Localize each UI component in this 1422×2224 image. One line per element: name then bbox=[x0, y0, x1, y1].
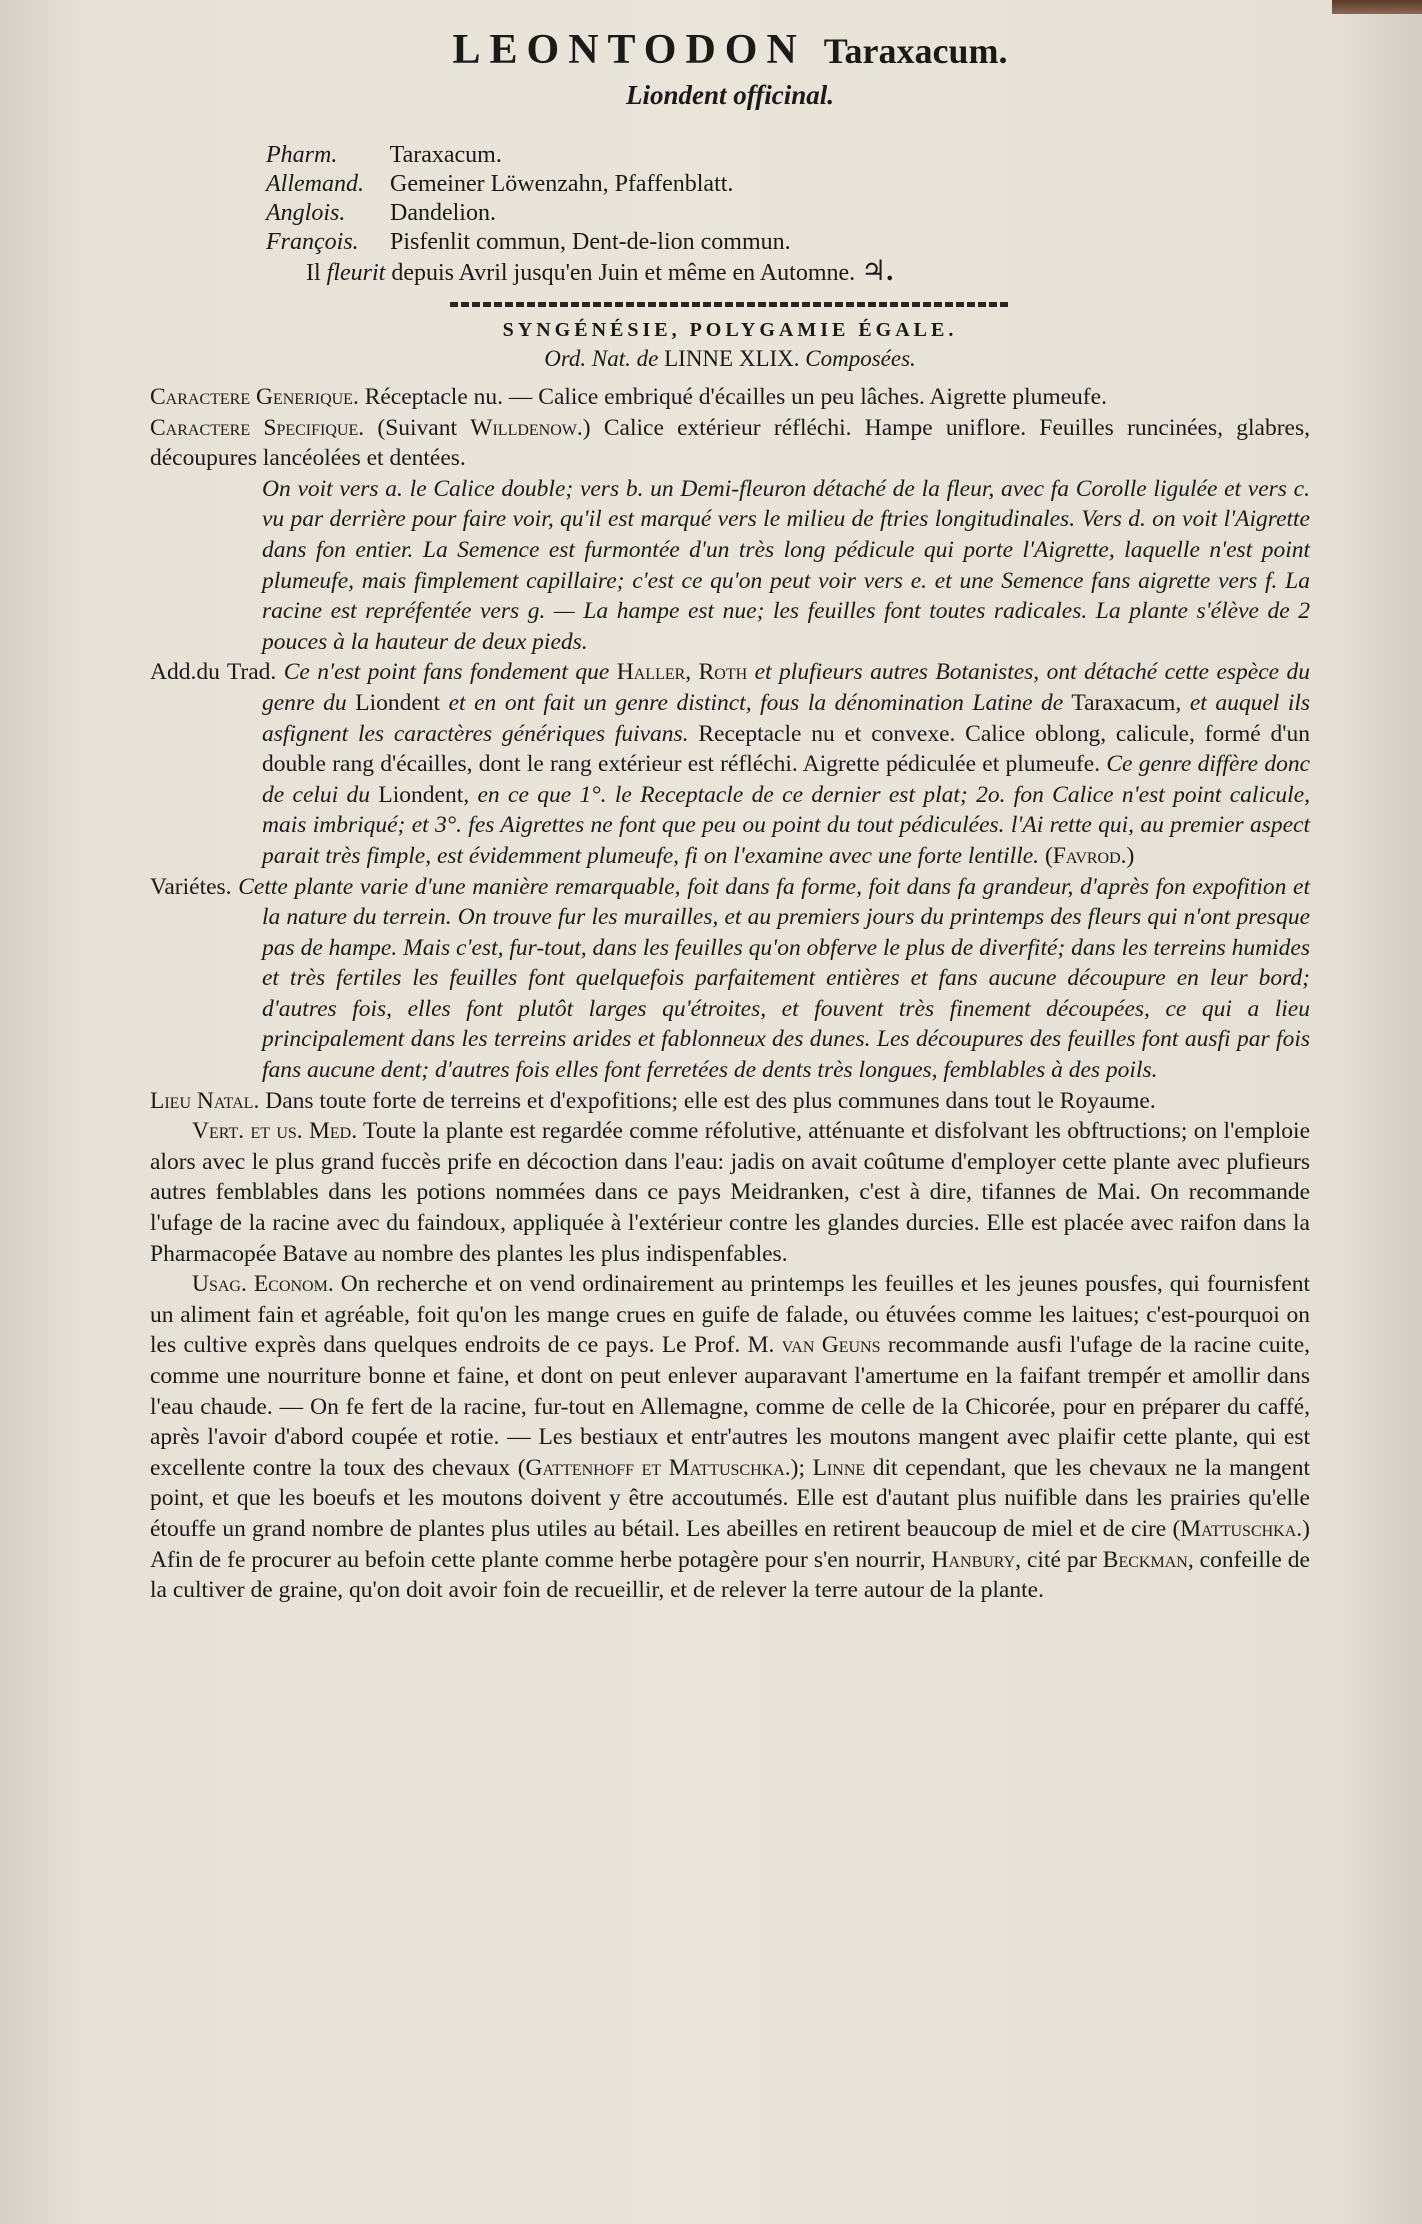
specific-character bbox=[150, 413, 1310, 474]
author-beckman: Beckman bbox=[1102, 1546, 1188, 1573]
synonym-lang: Allemand. bbox=[266, 171, 364, 197]
section-label: Usag. Econom. bbox=[192, 1271, 334, 1298]
usag-text-1: On recherche et on vend ordinairement au printemps les feuilles et les jeunes pousfes, qui fournisfent un aliment fain et agréable, foit qu'on les mange crues en guife de falade, ou étuvées comme les laitues; c'est-pourquoi on les cultive exprès dans quelques endroits de ce pays. Le Prof. M. bbox=[150, 1271, 1311, 1359]
author-gattenhoff: Gattenhoff et Mattuschka. bbox=[525, 1454, 791, 1481]
synonym-row bbox=[266, 228, 1310, 257]
add-text-4: , et auquel ils asfignent les caractères génériques fuivans. bbox=[262, 689, 1311, 747]
add-text-5: Receptacle nu et convexe. Calice oblong, calicule, formé d'un double rang d'écailles, dont le rang extérieur est réfléchi. Aigrette pédiculée et plumeufe. bbox=[262, 720, 1310, 778]
author-mattuschka: Mattuschka. bbox=[1180, 1515, 1303, 1542]
medical-uses bbox=[150, 1116, 1310, 1269]
usag-text-7: , confeille de la cultiver de graine, qu'on doit avoir foin de recueillir, et de relever la terre autour de la plante. bbox=[150, 1546, 1310, 1604]
add-text-1: Ce n'est point fans fondement que bbox=[283, 659, 610, 686]
perennial-symbol: ♃. bbox=[861, 256, 894, 287]
author-hanbury: Hanbury bbox=[931, 1546, 1016, 1573]
usag-text-3: ); bbox=[790, 1454, 813, 1481]
genus-liondent-2: Liondent bbox=[378, 781, 464, 808]
varieties-text: Cette plante varie d'une manière remarquable, foit dans fa forme, foit dans fa grandeur, d'après fon expofition et la nature du terrein. On trouve fur les murailles, et au premiers jours du printemps des fleurs qui n'ont presque pas de hampe. Mais c'est, fur-tout, dans les feuilles qu'on obferve le plus de diverfité; dans les terreins humides et très fertiles les feuilles font quelquefois parfaitement entières et fans aucune découpure en leur bord; d'autres fois, elles font plutôt larges qu'étroites, et fouvent très finement découpées, ce qui a lieu principalement dans les terreins arides et fablonneux des dunes. Les découpures des feuilles font ausfi par fois fans aucune dent; d'autres fois elles font ferretées de dents très longues, femblables à des poils. bbox=[238, 873, 1310, 1084]
author-haller: Haller bbox=[616, 659, 686, 686]
figure-description: On voit vers a. le Calice double; vers b. un Demi-fleuron détaché de la fleur, avec fa Corolle ligulée et vers c. vu par derrière pour faire voir, qu'il est marqué vers le milieu de ftries longitudinales. Vers d. on voit l'Aigrette dans fon entier. La Semence est furmontée d'un très long pédicule qui porte l'Aigrette, laquelle n'est point plumeufe, mais fimplement capillaire; c'est ce qu'on peut voir vers e. et une Semence fans aigrette vers f. La racine est repréfentée vers g. — La hampe est nue; les feuilles font toutes radicales. La plante s'élève de 2 pouces à la hauteur de deux pieds. bbox=[262, 475, 1310, 655]
usag-text-5: ) Afin de fe procurer au befoin cette plante comme herbe potagère pour s'en nourrir, bbox=[150, 1515, 1310, 1573]
usag-text-2: recommande ausfi l'ufage de la racine cuite, comme une nourriture bonne et faine, et dont on peut enlever auparavant l'amertume en la faifant trempér et amollir dans l'eau chaude. — On fe fert de la racine, fur-tout en Allemagne, comme de celle de la Chicorée, pour en préparer du caffé, après l'avoir d'abord coupée et rotie. — Les bestiaux et entr'autres les moutons mangent avec plaifir cette plante, qui est excellente contre la toux des chevaux ( bbox=[150, 1332, 1311, 1481]
flowering-verb: fleurit bbox=[326, 260, 386, 286]
specific-author: Willdenow. bbox=[470, 414, 583, 441]
flowering-text: depuis Avril jusqu'en Juin et même en Automne. bbox=[391, 260, 856, 286]
author-roth: Roth bbox=[698, 659, 748, 686]
page-edge-shadow bbox=[1332, 0, 1422, 14]
section-label: Lieu Natal. bbox=[150, 1087, 260, 1114]
usag-text-6: , cité par bbox=[1015, 1546, 1097, 1573]
species-name: Taraxacum. bbox=[823, 31, 1008, 71]
section-label: Vert. et us. Med. bbox=[192, 1118, 358, 1145]
add-text-6: Ce genre diffère donc de celui du bbox=[262, 751, 1311, 808]
author-favrod: (Favrod.) bbox=[1044, 842, 1135, 869]
section-label: Variétes. bbox=[150, 873, 232, 900]
synonym-name: Gemeiner Löwenzahn, Pfaffenblatt. bbox=[390, 171, 734, 197]
flowering-line bbox=[306, 257, 1310, 288]
synonym-lang: François. bbox=[266, 229, 359, 255]
synonym-list bbox=[266, 141, 1310, 257]
usag-text-4: dit cependant, que les chevaux ne la mangent point, et que les boeufs et les moutons doivent y être accoutumés. Elle est d'autant plus nuifible dans les prairies qu'elle étouffe un grand nombre de plantes plus utiles au bétail. Les abeilles en retirent beaucoup de miel et de cire ( bbox=[150, 1454, 1311, 1542]
genus-liondent: Liondent bbox=[355, 689, 441, 716]
translator-addition bbox=[150, 657, 1310, 871]
order-suffix: Composées. bbox=[805, 346, 916, 371]
add-text-7: , en ce que 1°. le Receptacle de ce dernier est plat; 2o. fon Calice n'est point calicule, mais imbriqué; et 3°. fes Aigrettes ne font que peu ou point du tout pédiculées. l'Ai rette qui, au premier aspect parait très fimple, est évidemment plumeufe, fi on l'examine avec une forte lentille. bbox=[262, 781, 1311, 869]
synonym-name: Dandelion. bbox=[390, 200, 496, 226]
section-label: Caractere Specifique. bbox=[150, 414, 365, 441]
generic-character bbox=[150, 382, 1310, 413]
order-prefix: Ord. Nat. de bbox=[544, 346, 659, 371]
natural-order bbox=[150, 346, 1310, 372]
synonym-name: Taraxacum. bbox=[389, 142, 502, 168]
author-linne: Linne bbox=[812, 1454, 866, 1481]
section-label: Caractere Generique. bbox=[150, 384, 359, 410]
section-label: Add.du Trad. bbox=[150, 659, 277, 686]
specific-text: ) Calice extérieur réfléchi. Hampe uniflore. Feuilles runcinées, glabres, découpures lancéolées et dentées. bbox=[150, 414, 1311, 472]
varieties bbox=[150, 872, 1310, 1086]
specific-pre: (Suivant bbox=[377, 414, 458, 441]
medical-text: Toute la plante est regardée comme réfolutive, atténuante et disfolvant les obftructions; on l'emploie alors avec le plus grand fuccès prife en décoction dans l'eau: jadis on avait coûtume d'employer cette plante avec plufieurs autres femblables dans les potions nommées dans ce pays Meidranken, c'est à dire, tifannes de Mai. On recommande l'ufage de la racine avec du faindoux, appliquée à l'extérieur contre les glandes durcies. Elle est placée avec raifon dans la Pharmacopée Batave au nombre des plantes les plus indispenfables. bbox=[150, 1118, 1311, 1267]
ornamental-rule bbox=[450, 302, 1010, 307]
synonym-lang: Anglois. bbox=[266, 200, 346, 226]
page-title bbox=[150, 26, 1310, 74]
synonym-name: Pisfenlit commun, Dent-de-lion commun. bbox=[390, 229, 791, 255]
genus-taraxacum: Taraxacum bbox=[1071, 689, 1176, 716]
generic-text: Réceptacle nu. — Calice embriqué d'écailles un peu lâches. Aigrette plumeufe. bbox=[364, 384, 1107, 410]
synonym-lang: Pharm. bbox=[266, 142, 338, 168]
habitat-text: Dans toute forte de terreins et d'expofitions; elle est des plus communes dans tout le Royaume. bbox=[265, 1087, 1156, 1114]
order-linne: LINNE XLIX. bbox=[664, 346, 800, 371]
linnaean-class: SYNGÉNÉSIE, POLYGAMIE ÉGALE. bbox=[502, 319, 958, 341]
author-van-geuns: van Geuns bbox=[781, 1332, 881, 1359]
synonym-row bbox=[266, 199, 1310, 228]
flowering-prefix: Il bbox=[306, 260, 321, 286]
add-comma: , bbox=[685, 659, 692, 686]
economic-uses bbox=[150, 1269, 1310, 1606]
add-text-3: et en ont fait un genre distinct, fous la dénomination Latine de bbox=[448, 689, 1064, 716]
page-content bbox=[150, 26, 1310, 1606]
add-text-2: et plufieurs autres Botanistes, ont détaché cette espèce du genre du bbox=[262, 659, 1311, 716]
synonym-row bbox=[266, 170, 1310, 199]
synonym-row bbox=[266, 141, 1310, 170]
french-name: Liondent officinal. bbox=[625, 80, 834, 110]
genus-name: LEONTODON bbox=[452, 27, 806, 73]
native-habitat bbox=[150, 1086, 1310, 1117]
